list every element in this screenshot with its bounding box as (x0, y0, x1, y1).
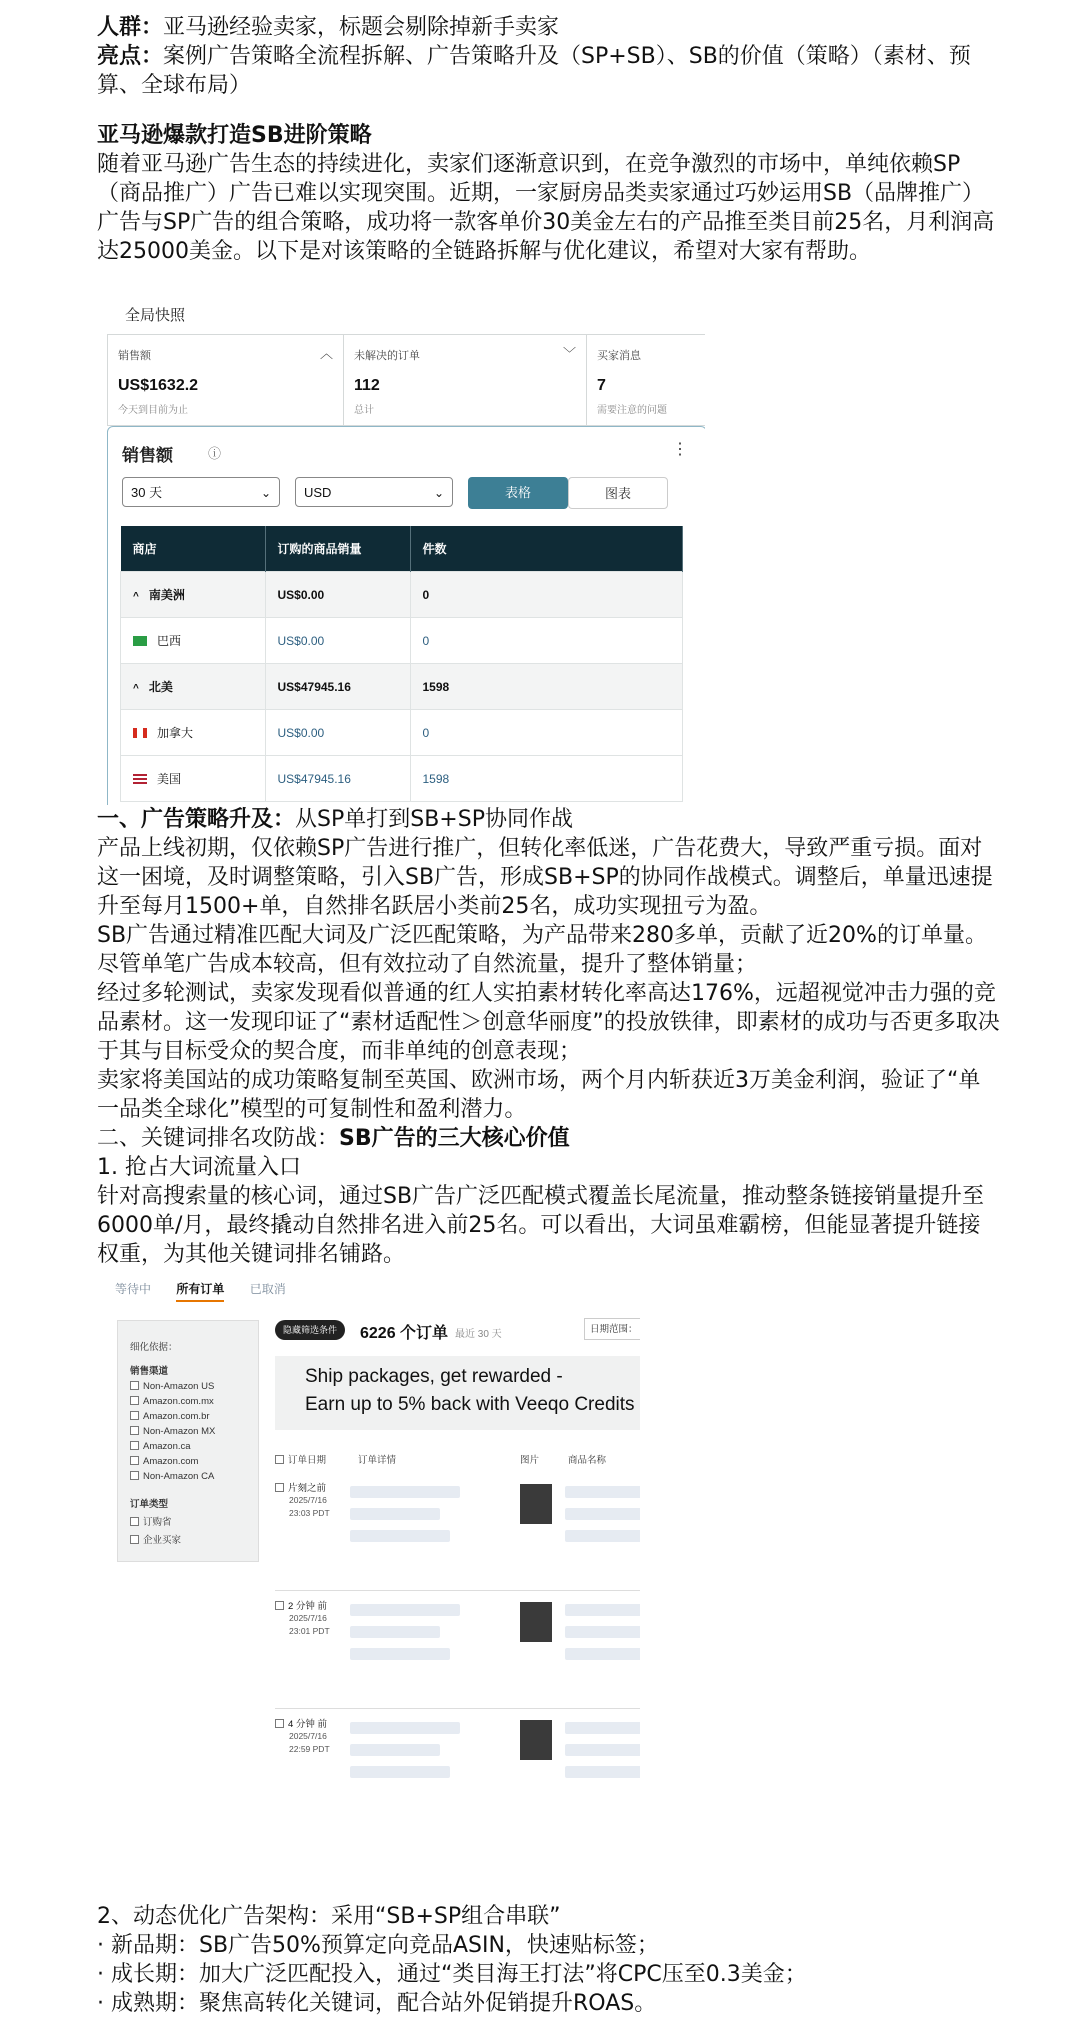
col-detail-header: 订单详情 (358, 1455, 397, 1466)
card-sub: 今天到目前为止 (118, 405, 188, 416)
filter-option-label: 订购省 (143, 1517, 172, 1528)
order-period: 最近 30 天 (455, 1329, 502, 1340)
store-name: 巴西 (157, 634, 182, 648)
divider (275, 1590, 640, 1591)
order-tabs (115, 1280, 308, 1297)
blurred-text (350, 1722, 460, 1734)
store-cell (121, 618, 266, 664)
paragraph: 产品上线初期，仅依赖SP广告进行推广，但转化率低迷，广告花费大，导致严重亏损。面对这一困境，及时调整策略，引入SB广告，形成SB+SP的协同作战模式。调整后，单量迅速提升至每月1500+单，自然排名跃居小类前25名，成功实现扭亏为盈。 (97, 836, 993, 919)
card-value: US$1632.2 (118, 377, 199, 394)
audience-label: 人群： (97, 15, 164, 40)
more-options-icon[interactable]: ⋮ (672, 441, 688, 458)
order-status (275, 1598, 327, 1612)
store-cell (121, 572, 266, 618)
blurred-text (350, 1604, 460, 1616)
sales-cell: US$0.00 (265, 618, 410, 664)
order-time: 22:59 PDT (289, 1744, 330, 1754)
checkbox[interactable] (130, 1426, 139, 1435)
blurred-text (565, 1530, 640, 1542)
section-3-heading: 2、动态优化广告架构：采用“SB+SP组合串联” (97, 1904, 561, 1929)
checkbox[interactable] (130, 1456, 139, 1465)
checkbox[interactable] (130, 1381, 139, 1390)
blurred-text (565, 1648, 640, 1660)
order-status (275, 1716, 327, 1730)
paragraph: 针对高搜索量的核心词，通过SB广告广泛匹配模式覆盖长尾流量，推动整条链接销量提升至6000单/月，最终撬动自然排名进入前25名。可以看出，大词虽难霸榜，但能显著提升链接权重，为其他关键词排名铺路。 (97, 1184, 985, 1267)
product-thumbnail (520, 1602, 552, 1642)
filter-option-label: 企业买家 (143, 1535, 182, 1546)
subheading: 1. 抢占大词流量入口 (97, 1155, 301, 1180)
sales-cell: US$47945.16 (265, 664, 410, 710)
table-row[interactable] (121, 618, 683, 664)
checkbox[interactable] (275, 1455, 284, 1464)
order-date: 2025/7/16 (289, 1613, 327, 1623)
order-status (275, 1480, 326, 1494)
chevron-up-icon: ︿ (319, 346, 333, 361)
blurred-text (565, 1604, 640, 1616)
filter-option[interactable] (130, 1411, 258, 1422)
order-date: 2025/7/16 (289, 1731, 327, 1741)
tab-pending[interactable]: 等待中 (115, 1282, 152, 1296)
caret-up-icon[interactable]: ^ (133, 591, 139, 602)
filter-option[interactable] (130, 1396, 258, 1407)
usa-flag-icon (133, 774, 147, 784)
table-row[interactable] (121, 710, 683, 756)
section-1-heading-bold: 一、广告策略升及： (97, 807, 296, 832)
checkbox[interactable] (130, 1396, 139, 1405)
card-value: 7 (597, 377, 606, 394)
column-header: 订购的商品销量 (265, 526, 410, 572)
product-thumbnail (520, 1484, 552, 1524)
table-toggle-button[interactable]: 表格 (468, 477, 568, 509)
section-heading: 亚马逊爆款打造SB进阶策略 (97, 123, 372, 148)
order-datetime (289, 1730, 330, 1756)
section-heading-block (97, 121, 1000, 266)
checkbox[interactable] (130, 1441, 139, 1450)
sales-cell: US$47945.16 (265, 756, 410, 802)
store-name: 北美 (148, 680, 173, 694)
order-status-text: 4 分钟 前 (288, 1719, 328, 1730)
tab-cancelled[interactable]: 已取消 (249, 1282, 286, 1296)
currency-select[interactable] (295, 477, 453, 507)
order-row[interactable] (275, 1598, 640, 1718)
canada-flag-icon (133, 728, 147, 738)
bullet-item: · 成熟期：聚焦高转化关键词，配合站外促销提升ROAS。 (97, 1991, 657, 2016)
store-cell (121, 710, 266, 756)
filter-option[interactable] (130, 1426, 258, 1437)
units-cell: 0 (410, 572, 683, 618)
chart-toggle-button[interactable]: 图表 (568, 477, 668, 509)
checkbox[interactable] (130, 1535, 139, 1544)
intro-block (97, 13, 1000, 100)
filter-option-label: Non-Amazon CA (143, 1471, 215, 1482)
filter-option-label: Non-Amazon MX (143, 1426, 216, 1437)
card-sub: 总计 (354, 405, 374, 416)
divider (275, 1708, 640, 1709)
section-1-heading (97, 805, 1000, 834)
units-cell: 0 (410, 618, 683, 664)
paragraph: 卖家将美国站的成功策略复制至英国、欧洲市场，两个月内斩获近3万美金利润，验证了“单一品类全球化”模型的可复制性和盈利潜力。 (97, 1068, 981, 1122)
order-row[interactable] (275, 1716, 640, 1836)
store-name: 南美洲 (148, 588, 185, 602)
order-status-text: 片刻之前 (288, 1483, 327, 1494)
blurred-text (350, 1508, 440, 1520)
blurred-text (565, 1486, 640, 1498)
orders-screenshot (110, 1280, 640, 1885)
dashboard-title: 全局快照 (125, 307, 186, 324)
sales-dashboard-screenshot (105, 300, 705, 805)
date-range-select[interactable]: 日期范围： (584, 1318, 640, 1340)
store-cell (121, 756, 266, 802)
blurred-text (350, 1530, 450, 1542)
blurred-text (565, 1508, 640, 1520)
order-row[interactable] (275, 1480, 640, 1600)
bullet-item: · 成长期：加大广泛匹配投入，通过“类目海王打法”将CPC压至0.3美金； (97, 1962, 807, 1987)
section-1-heading-rest: 从SP单打到SB+SP协同作战 (295, 807, 573, 832)
order-time: 23:03 PDT (289, 1508, 330, 1518)
checkbox[interactable] (275, 1719, 284, 1728)
info-icon[interactable]: ⓘ (208, 446, 222, 461)
table-header-row (121, 526, 683, 572)
table-row[interactable] (121, 664, 683, 710)
filter-option[interactable] (130, 1471, 258, 1482)
order-datetime (289, 1494, 330, 1520)
range-select-value: 30 天 (131, 485, 163, 500)
intro-paragraph: 随着亚马逊广告生态的持续进化，卖家们逐渐意识到，在竞争激烈的市场中，单纯依赖SP（商品推广）广告已难以实现突围。近期，一家厨房品类卖家通过巧妙运用SB（品牌推广）广告与SP广告的组合策略，成功将一款客单价30美金左右的产品推至类目前25名，月利润高达25000美金。以下是对该策略的全链路拆解与优化建议，希望对大家有帮助。 (97, 152, 995, 264)
checkbox[interactable] (130, 1517, 139, 1526)
col-date-header (275, 1452, 326, 1466)
paragraph: SB广告通过精准匹配大词及广泛匹配策略，为产品带来280多单，贡献了近20%的订单量。尽管单笔广告成本较高，但有效拉动了自然流量，提升了整体销量； (97, 923, 987, 977)
order-count: 6226 个订单 (360, 1325, 449, 1342)
order-date: 2025/7/16 (289, 1495, 327, 1505)
product-thumbnail (520, 1720, 552, 1760)
chevron-down-icon: ⌄ (433, 486, 444, 500)
order-datetime (289, 1612, 330, 1638)
units-cell: 1598 (410, 756, 683, 802)
paragraph: 经过多轮测试，卖家发现看似普通的红人实拍素材转化率高达176%，远超视觉冲击力强的竞品素材。这一发现印证了“素材适配性＞创意华丽度”的投放铁律，即素材的成功与否更多取决于其与目标受众的契合度，而非单纯的创意表现； (97, 981, 1000, 1064)
filter-option-label: Amazon.com.mx (143, 1396, 214, 1407)
banner-line-2: Earn up to 5% back with Veeqo Credits (305, 1394, 635, 1415)
blurred-text (350, 1486, 460, 1498)
sales-panel (107, 426, 705, 805)
hide-filters-button[interactable]: 隐藏筛选条件 (275, 1320, 345, 1340)
bullet-item: · 新品期：SB广告50%预算定向竞品ASIN，快速贴标签； (97, 1933, 659, 1958)
section-2-heading (97, 1124, 1000, 1153)
store-name: 加拿大 (157, 726, 194, 740)
checkbox[interactable] (130, 1471, 139, 1480)
filter-option[interactable] (130, 1532, 258, 1546)
col-image-header: 图片 (520, 1455, 540, 1466)
filter-option[interactable] (130, 1441, 258, 1452)
blurred-text (350, 1648, 450, 1660)
sales-card[interactable] (107, 334, 344, 426)
highlights-label: 亮点： (97, 44, 164, 69)
order-type-title: 订单类型 (130, 1499, 169, 1510)
filter-option-label: Amazon.ca (143, 1441, 191, 1452)
column-header: 商店 (121, 526, 266, 572)
filter-option-label: Amazon.com.br (143, 1411, 210, 1422)
order-status-text: 2 分钟 前 (288, 1601, 328, 1612)
snapshot-cards (107, 334, 705, 426)
table-row[interactable] (121, 756, 683, 802)
card-sub: 需要注意的问题 (597, 405, 667, 416)
chevron-down-icon: ⌄ (260, 486, 271, 500)
card-label: 未解决的订单 (354, 350, 420, 362)
filter-option-label: Amazon.com (143, 1456, 199, 1467)
section-1 (97, 805, 1000, 1269)
card-value: 112 (354, 377, 380, 394)
veeqo-banner[interactable] (275, 1356, 640, 1430)
checkbox[interactable] (130, 1411, 139, 1420)
card-label: 买家消息 (597, 350, 641, 362)
blurred-text (350, 1626, 440, 1638)
checkbox[interactable] (275, 1483, 284, 1492)
sales-cell: US$0.00 (265, 572, 410, 618)
brazil-flag-icon (133, 636, 147, 646)
table-row[interactable] (121, 572, 683, 618)
highlights-text: 案例广告策略全流程拆解、广告策略升及（SP+SB）、SB的价值（策略）（素材、预算、全球布局） (97, 44, 971, 98)
units-cell: 1598 (410, 664, 683, 710)
section-2-heading-bold: SB广告的三大核心价值 (339, 1126, 570, 1151)
checkbox[interactable] (275, 1601, 284, 1610)
blurred-text (565, 1626, 640, 1638)
banner-line-1: Ship packages, get rewarded - (305, 1366, 563, 1387)
blurred-text (565, 1766, 640, 1778)
section-3 (97, 1902, 1000, 2018)
col-date-label: 订单日期 (288, 1455, 327, 1466)
blurred-text (565, 1744, 640, 1756)
buyer-messages-card[interactable] (586, 334, 705, 426)
filter-title: 细化依据： (130, 1342, 178, 1353)
filter-option[interactable] (130, 1456, 258, 1467)
filter-sidebar (117, 1320, 259, 1562)
caret-up-icon[interactable]: ^ (133, 683, 139, 694)
sales-table (120, 526, 683, 802)
tab-all-orders[interactable]: 所有订单 (176, 1282, 224, 1302)
highlights-line (97, 42, 1000, 100)
chevron-down-icon: ﹀ (562, 346, 576, 361)
audience-line (97, 13, 1000, 42)
filter-option[interactable] (130, 1514, 258, 1528)
channel-title: 销售渠道 (130, 1366, 169, 1377)
filter-option[interactable] (130, 1381, 258, 1392)
audience-text: 亚马逊经验卖家，标题会剔除掉新手卖家 (163, 15, 560, 40)
filter-option-label: Non-Amazon US (143, 1381, 215, 1392)
blurred-text (350, 1766, 450, 1778)
range-select[interactable] (122, 477, 280, 507)
sales-cell: US$0.00 (265, 710, 410, 756)
panel-title: 销售额 (122, 446, 173, 465)
column-header: 件数 (410, 526, 683, 572)
card-label: 销售额 (118, 350, 151, 362)
currency-select-value: USD (304, 485, 332, 500)
blurred-text (350, 1744, 440, 1756)
store-cell (121, 664, 266, 710)
order-time: 23:01 PDT (289, 1626, 330, 1636)
col-name-header: 商品名称 (568, 1455, 607, 1466)
units-cell: 0 (410, 710, 683, 756)
store-name: 美国 (157, 772, 182, 786)
blurred-text (565, 1722, 640, 1734)
section-2-heading-plain: 二、关键词排名攻防战： (97, 1126, 340, 1151)
open-orders-card[interactable] (343, 334, 587, 426)
